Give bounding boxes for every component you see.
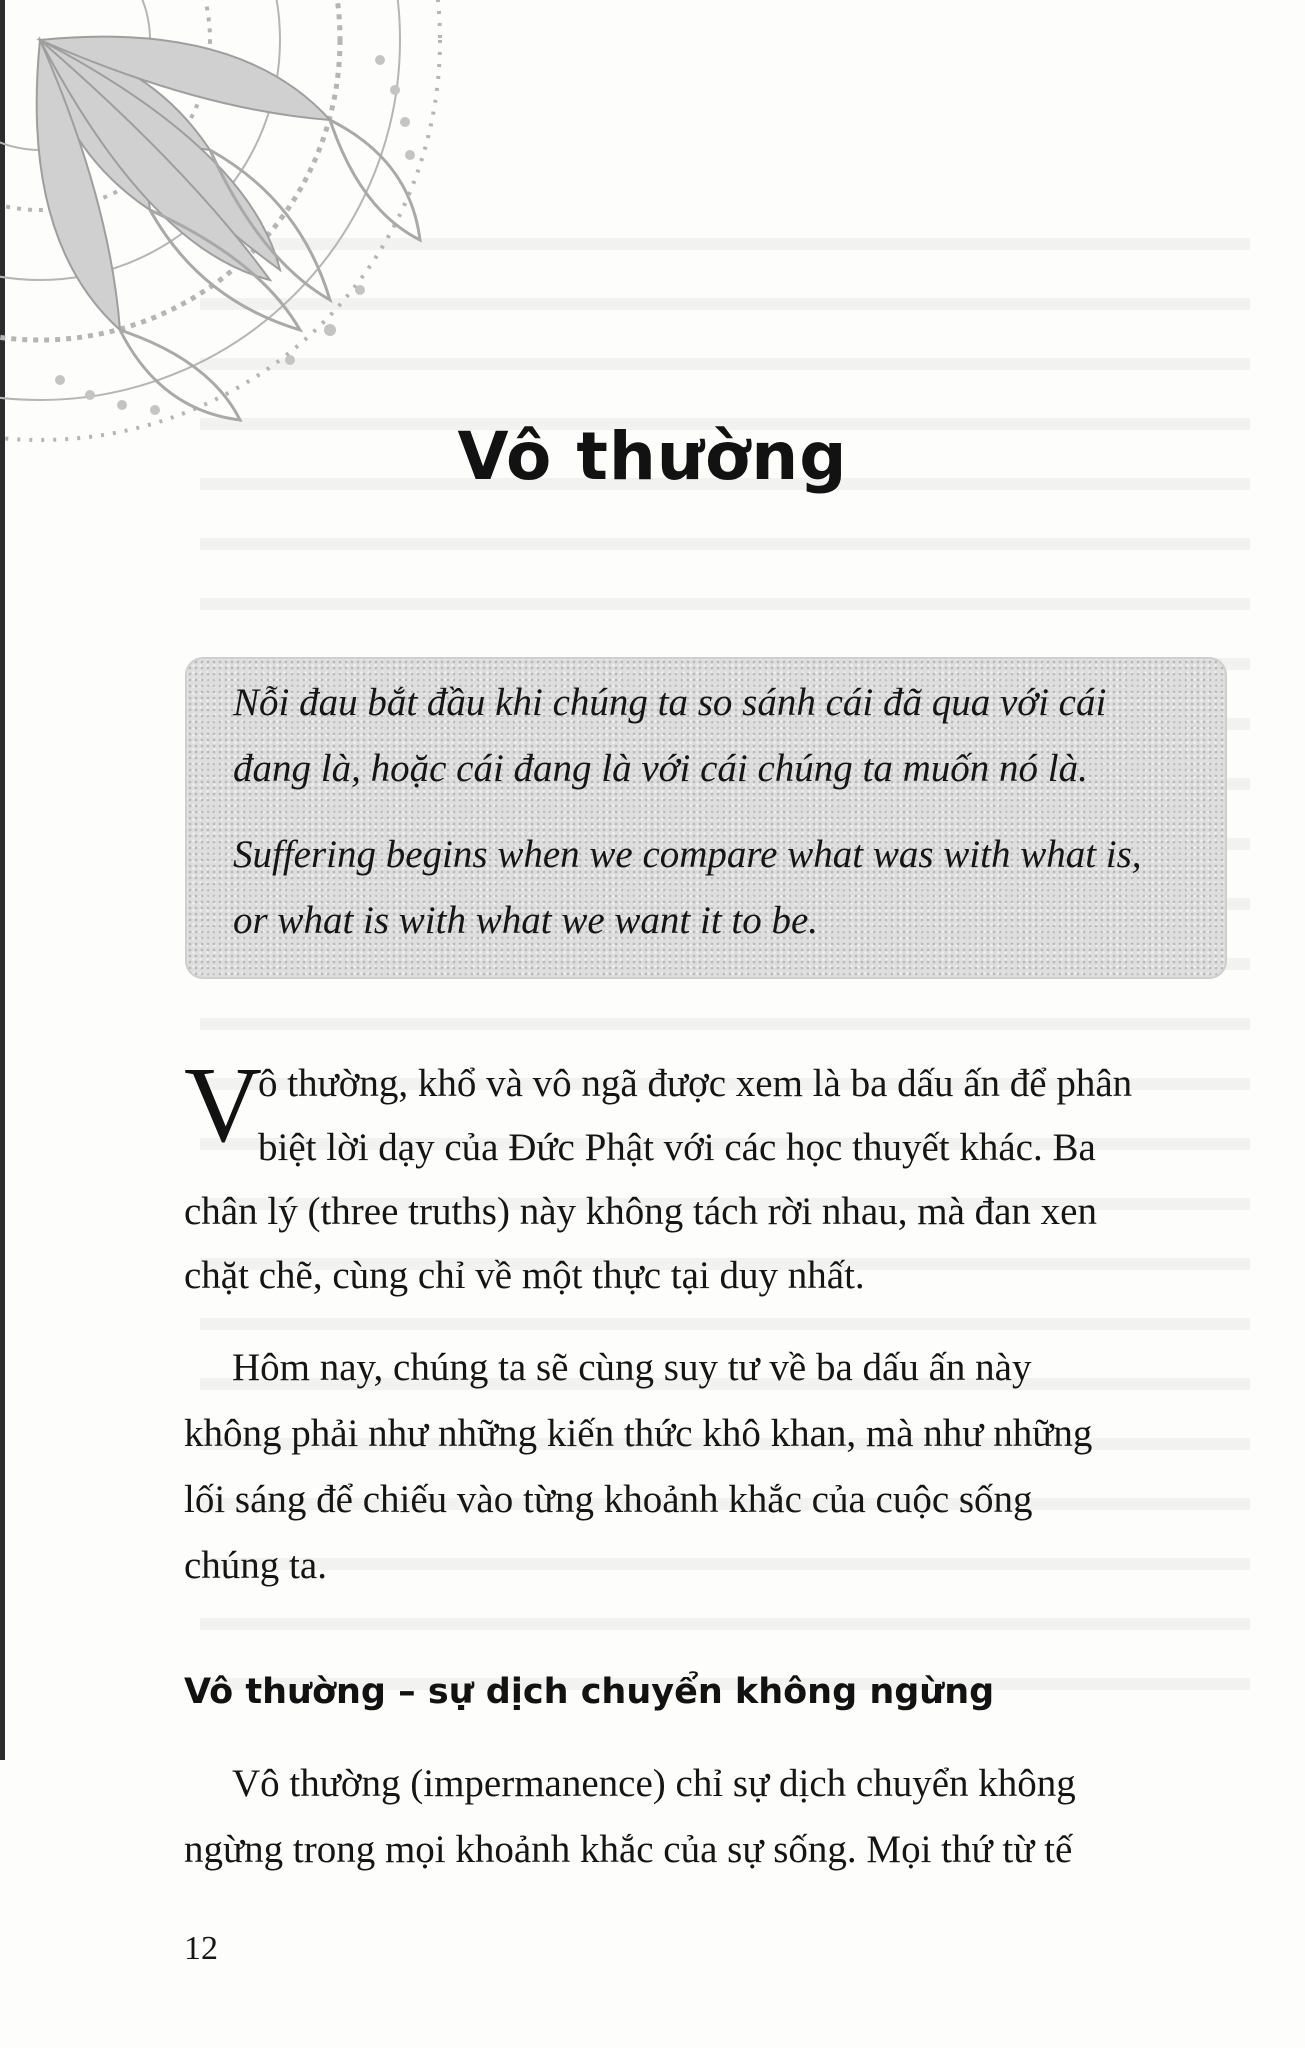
page-number: 12 [184,1930,218,1967]
paragraph-line: ô thường, khổ và vô ngã được xem là ba dấu ấn để phân [258,1062,1133,1105]
paragraph-line: Hôm nay, chúng ta sẽ cùng suy tư về ba dấu ấn này [232,1346,1032,1389]
mandala-ornament [0,0,470,460]
paragraph-line: chúng ta. [184,1544,327,1587]
paragraph-line: Vô thường (impermanence) chỉ sự dịch chuyển không [232,1762,1076,1805]
epigraph-line: or what is with what we want it to be. [233,899,819,942]
paragraph-line: chân lý (three truths) này không tách rời nhau, mà đan xen [184,1190,1097,1233]
chapter-title: Vô thường [457,418,848,495]
paragraph-line: lối sáng để chiếu vào từng khoảnh khắc của cuộc sống [184,1478,1033,1521]
epigraph-line: đang là, hoặc cái đang là với cái chúng ta muốn nó là. [233,747,1088,790]
paragraph-line: biệt lời dạy của Đức Phật với các học thuyết khác. Ba [258,1126,1096,1169]
drop-cap: V [184,1046,262,1165]
epigraph-line: Nỗi đau bắt đầu khi chúng ta so sánh cái đã qua với cái [233,681,1107,724]
epigraph-line: Suffering begins when we compare what was with what is, [233,833,1142,876]
paragraph-line: ngừng trong mọi khoảnh khắc của sự sống. Mọi thứ từ tế [184,1828,1073,1871]
paragraph-line: chặt chẽ, cùng chỉ về một thực tại duy nhất. [184,1254,865,1297]
section-heading: Vô thường – sự dịch chuyển không ngừng [184,1672,995,1712]
paragraph-line: không phải như những kiến thức khô khan, mà như những [184,1412,1093,1455]
